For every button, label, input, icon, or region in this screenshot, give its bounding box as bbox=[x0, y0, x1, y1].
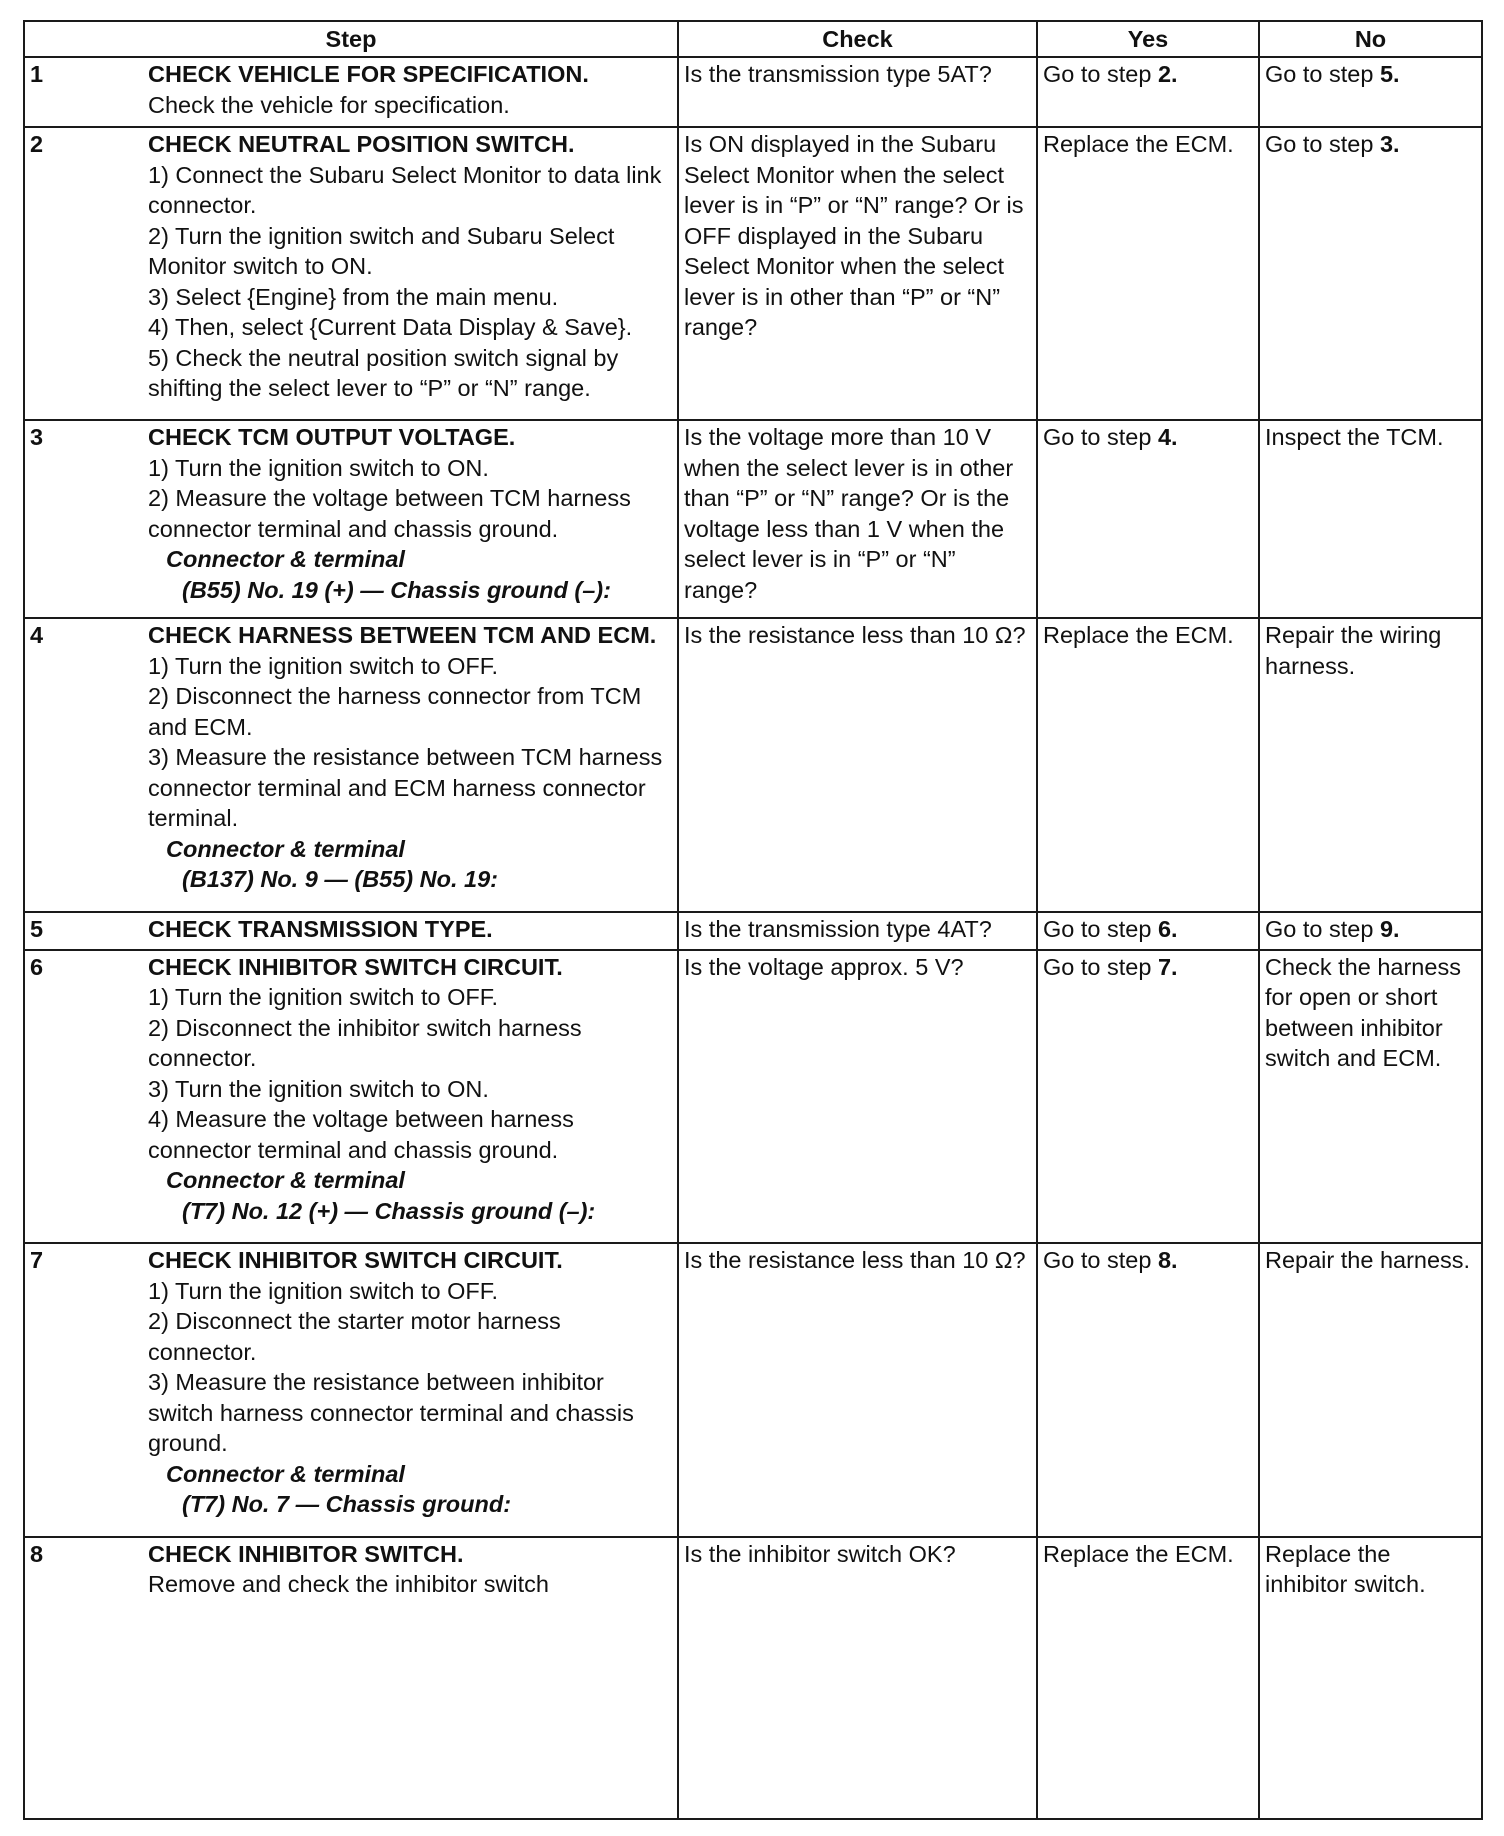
header-yes: Yes bbox=[1037, 21, 1259, 57]
table-row bbox=[24, 950, 1482, 1243]
table-row bbox=[24, 912, 1482, 950]
connector-terminal-value: (T7) No. 12 (+) — Chassis ground (–): bbox=[182, 1197, 596, 1224]
yes-result bbox=[1037, 57, 1259, 127]
check-question: Is the voltage approx. 5 V? bbox=[678, 950, 1037, 1243]
step-description bbox=[143, 57, 678, 127]
step-instruction: 3) Turn the ignition switch to ON. bbox=[148, 1075, 489, 1102]
step-title: CHECK INHIBITOR SWITCH. bbox=[148, 1540, 464, 1567]
connector-terminal-label: Connector & terminal bbox=[166, 835, 405, 862]
step-description bbox=[143, 950, 678, 1243]
no-text: Repair the wiring harness. bbox=[1265, 622, 1442, 679]
no-step-target: 5. bbox=[1379, 61, 1400, 87]
step-title: CHECK TCM OUTPUT VOLTAGE. bbox=[148, 424, 516, 451]
header-check: Check bbox=[678, 21, 1037, 57]
yes-text: Go to step bbox=[1043, 1247, 1158, 1274]
yes-text: Replace the ECM. bbox=[1043, 622, 1234, 649]
step-title: CHECK NEUTRAL POSITION SWITCH. bbox=[148, 131, 575, 158]
connector-terminal-label: Connector & terminal bbox=[166, 1460, 405, 1487]
step-instruction: 3) Select {Engine} from the main menu. bbox=[148, 283, 559, 310]
step-instruction: 3) Measure the resistance between TCM harness connector terminal and ECM harness connector terminal. bbox=[148, 744, 663, 832]
check-question: Is the transmission type 4AT? bbox=[678, 912, 1037, 950]
step-instruction: 1) Turn the ignition switch to ON. bbox=[148, 454, 489, 481]
step-instruction: 5) Check the neutral position switch signal by shifting the select lever to “P” or “N” range. bbox=[148, 344, 619, 402]
no-result bbox=[1259, 1537, 1482, 1820]
diagnostic-procedure-table bbox=[23, 20, 1483, 1820]
no-result bbox=[1259, 618, 1482, 911]
yes-result bbox=[1037, 1537, 1259, 1820]
yes-step-target: 8. bbox=[1157, 1247, 1178, 1274]
step-description bbox=[143, 1243, 678, 1536]
table-row bbox=[24, 1243, 1482, 1536]
yes-step-target: 4. bbox=[1157, 424, 1178, 451]
step-instruction: 2) Turn the ignition switch and Subaru Select Monitor switch to ON. bbox=[148, 222, 615, 280]
table-row bbox=[24, 420, 1482, 618]
connector-terminal-label: Connector & terminal bbox=[166, 1167, 405, 1194]
step-number: 2 bbox=[24, 127, 143, 420]
table-row bbox=[24, 618, 1482, 911]
step-title: CHECK HARNESS BETWEEN TCM AND ECM. bbox=[148, 622, 657, 649]
no-result bbox=[1259, 420, 1482, 618]
no-text: Go to step bbox=[1265, 131, 1380, 158]
step-instruction: 2) Measure the voltage between TCM harness connector terminal and chassis ground. bbox=[148, 485, 631, 542]
step-number: 5 bbox=[24, 912, 143, 950]
connector-terminal-value: (T7) No. 7 — Chassis ground: bbox=[182, 1491, 512, 1518]
no-text: Go to step bbox=[1265, 915, 1380, 942]
no-text: Go to step bbox=[1265, 61, 1380, 87]
step-title: CHECK TRANSMISSION TYPE. bbox=[148, 915, 493, 942]
step-title: CHECK INHIBITOR SWITCH CIRCUIT. bbox=[148, 1247, 563, 1274]
step-number: 1 bbox=[24, 57, 143, 127]
step-instruction: 4) Measure the voltage between harness connector terminal and chassis ground. bbox=[148, 1106, 574, 1163]
yes-text: Replace the ECM. bbox=[1043, 131, 1234, 158]
yes-step-target: 2. bbox=[1157, 61, 1178, 87]
table-row bbox=[24, 1537, 1482, 1820]
no-text: Repair the harness. bbox=[1265, 1247, 1471, 1274]
yes-result bbox=[1037, 1243, 1259, 1536]
step-number: 3 bbox=[24, 420, 143, 618]
step-description bbox=[143, 912, 678, 950]
no-result bbox=[1259, 950, 1482, 1243]
check-question: Is the voltage more than 10 V when the select lever is in other than “P” or “N” range? Or is the voltage less than 1 V when the select lever is in “P” or “N” range? bbox=[678, 420, 1037, 618]
step-instruction: 1) Turn the ignition switch to OFF. bbox=[148, 984, 499, 1011]
connector-terminal-value: (B137) No. 9 — (B55) No. 19: bbox=[182, 866, 499, 893]
check-question: Is the transmission type 5AT? bbox=[678, 57, 1037, 127]
step-description bbox=[143, 420, 678, 618]
step-number: 8 bbox=[24, 1537, 143, 1820]
connector-terminal-value: (B55) No. 19 (+) — Chassis ground (–): bbox=[182, 576, 611, 603]
yes-result bbox=[1037, 127, 1259, 420]
yes-step-target: 6. bbox=[1157, 915, 1178, 942]
yes-result bbox=[1037, 618, 1259, 911]
step-instruction: Remove and check the inhibitor switch bbox=[148, 1571, 550, 1597]
step-description bbox=[143, 618, 678, 911]
yes-result bbox=[1037, 420, 1259, 618]
step-instruction: 2) Disconnect the inhibitor switch harness connector. bbox=[148, 1014, 582, 1072]
header-no: No bbox=[1259, 21, 1482, 57]
no-result bbox=[1259, 912, 1482, 950]
no-text: Replace the inhibitor switch. bbox=[1265, 1540, 1426, 1597]
check-question: Is the resistance less than 10 Ω? bbox=[678, 1243, 1037, 1536]
header-step: Step bbox=[24, 21, 678, 57]
header-row bbox=[24, 21, 1482, 57]
step-title: CHECK INHIBITOR SWITCH CIRCUIT. bbox=[148, 953, 563, 980]
no-step-target: 9. bbox=[1379, 915, 1400, 942]
step-number: 7 bbox=[24, 1243, 143, 1536]
yes-text: Go to step bbox=[1043, 915, 1158, 942]
no-result bbox=[1259, 127, 1482, 420]
step-instruction: Check the vehicle for specification. bbox=[148, 91, 510, 118]
yes-result bbox=[1037, 950, 1259, 1243]
check-question: Is the inhibitor switch OK? bbox=[678, 1537, 1037, 1820]
table-row bbox=[24, 57, 1482, 127]
step-description bbox=[143, 127, 678, 420]
step-title: CHECK VEHICLE FOR SPECIFICATION. bbox=[148, 61, 589, 87]
no-text: Inspect the TCM. bbox=[1265, 424, 1444, 451]
step-instruction: 3) Measure the resistance between inhibitor switch harness connector terminal and chassis ground. bbox=[148, 1369, 634, 1457]
yes-step-target: 7. bbox=[1157, 953, 1178, 980]
yes-text: Go to step bbox=[1043, 61, 1158, 87]
no-text: Check the harness for open or short between inhibitor switch and ECM. bbox=[1265, 953, 1461, 1072]
step-instruction: 1) Connect the Subaru Select Monitor to data link connector. bbox=[148, 161, 662, 219]
step-instruction: 2) Disconnect the harness connector from TCM and ECM. bbox=[148, 683, 642, 740]
no-step-target: 3. bbox=[1379, 131, 1400, 158]
step-instruction: 1) Turn the ignition switch to OFF. bbox=[148, 1277, 499, 1304]
no-result bbox=[1259, 1243, 1482, 1536]
check-question: Is the resistance less than 10 Ω? bbox=[678, 618, 1037, 911]
yes-text: Replace the ECM. bbox=[1043, 1540, 1234, 1567]
table-row bbox=[24, 127, 1482, 420]
check-question: Is ON displayed in the Subaru Select Monitor when the select lever is in “P” or “N” range? Or is OFF displayed in the Subaru Select Monitor when the select lever is in other than “P” or “N” range? bbox=[678, 127, 1037, 420]
yes-result bbox=[1037, 912, 1259, 950]
no-result bbox=[1259, 57, 1482, 127]
step-number: 6 bbox=[24, 950, 143, 1243]
step-number: 4 bbox=[24, 618, 143, 911]
yes-text: Go to step bbox=[1043, 953, 1158, 980]
step-instruction: 2) Disconnect the starter motor harness connector. bbox=[148, 1308, 561, 1365]
step-description bbox=[143, 1537, 678, 1820]
yes-text: Go to step bbox=[1043, 424, 1158, 451]
connector-terminal-label: Connector & terminal bbox=[166, 546, 405, 573]
step-instruction: 4) Then, select {Current Data Display & Save}. bbox=[148, 314, 633, 341]
step-instruction: 1) Turn the ignition switch to OFF. bbox=[148, 652, 499, 679]
